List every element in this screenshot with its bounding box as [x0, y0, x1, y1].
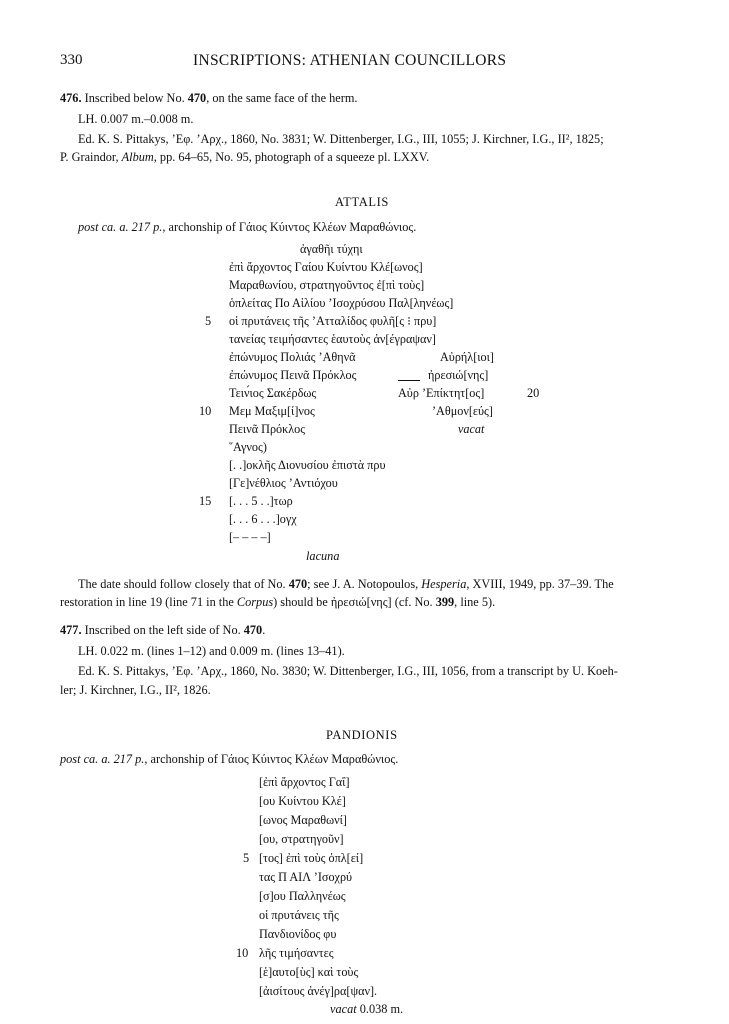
text: P. Graindor,	[60, 150, 122, 164]
inscription-line: [ωνος Μαραθωνί]	[259, 813, 347, 827]
tribe-heading: ATTALIS	[335, 195, 389, 209]
inscription-line: ἐπὶ ἄρχοντος Γαίου Κυίντου Κλέ[ωνος]	[229, 260, 423, 274]
lacuna-label: lacuna	[306, 549, 340, 563]
letter-height: LH. 0.022 m. (lines 1–12) and 0.009 m. (lines 13–41).	[78, 644, 345, 658]
line-number: 20	[527, 386, 540, 400]
ref: 399	[435, 595, 455, 609]
intro-text: , on the same face of the herm.	[206, 91, 358, 105]
inscription-line: λῆς τιμήσαντες	[259, 946, 334, 960]
intro-text: .	[262, 623, 266, 637]
line-number: 15	[199, 494, 212, 508]
date-text: , archonship of Γάιος Κύιντος Κλέων Μαραθώνιος.	[162, 220, 417, 234]
inscription-line: [Γε]νέθλιος ’Αντιόχου	[229, 476, 338, 490]
inscription-right-line: ’Αθμον[εύς]	[432, 404, 493, 418]
inscription-line: Μεμ Μαξιμ[ί]νος	[229, 404, 315, 418]
line-number: 5	[205, 314, 212, 328]
vacat: vacat	[330, 1002, 357, 1016]
date-text: , archonship of Γάιος Κύιντος Κλέων Μαραθώνιος.	[144, 752, 399, 766]
intro-text: Inscribed on the left side of No.	[81, 623, 244, 637]
commentary-line-1	[78, 578, 614, 590]
vacat-measure: 0.038 m.	[356, 1002, 404, 1016]
inscription-line: ἐπώνυμος Πολιάς ’Αθηνᾶ	[229, 350, 356, 364]
date-italic: post ca. a. 217 p.	[78, 220, 163, 234]
entry-477-intro	[60, 624, 265, 636]
inscription-line: [– – – –]	[229, 530, 271, 544]
running-title: INSCRIPTIONS: ATHENIAN COUNCILLORS	[193, 52, 507, 69]
inscription-right-line: ἠρεσιώ[νης]	[428, 368, 489, 382]
text: ) should be ἠρεσιώ[νης] (cf. No.	[273, 595, 436, 609]
blank-rule	[398, 380, 420, 381]
text: , line 5).	[454, 595, 496, 609]
inscription-line: ἀγαθῆι τύχηι	[300, 242, 363, 256]
inscription-line: ῞Αγνος)	[229, 440, 267, 454]
editions-line-1: Ed. K. S. Pittakys, ’Εφ. ’Αρχ., 1860, No. 3830; W. Dittenberger, I.G., III, 1056, from a transcript by U. Koeh-	[78, 664, 618, 678]
vacat-line	[330, 1003, 403, 1015]
inscription-line: [ἑ]αυτο[ὺς] καὶ τοὺς	[259, 965, 359, 979]
text: Hesperia	[421, 577, 467, 591]
inscription-line: [ου, στρατηγοῦν]	[259, 832, 344, 846]
text: restoration in line 19 (line 71 in the	[60, 595, 237, 609]
date-line	[78, 221, 416, 233]
text: ; see J. A. Notopoulos,	[307, 577, 422, 591]
inscription-line: [ἀισίτους ἀνέγ]ρα[ψαν].	[259, 984, 378, 998]
date-line	[60, 753, 398, 765]
inscription-line: [ου Κυίντου Κλέ]	[259, 794, 346, 808]
page-number: 330	[60, 52, 83, 68]
line-number: 10	[236, 946, 249, 960]
intro-text: Inscribed below No.	[81, 91, 188, 105]
editions-line-2	[60, 151, 429, 163]
inscription-right-line: Αὐρήλ[ιοι]	[440, 350, 494, 364]
inscription-line: Πεινᾶ Πρόκλος	[229, 422, 306, 436]
inscription-line: Πανδιονίδος φυ	[259, 927, 337, 941]
inscription-line: ὁπλείτας Πο Αἰλίου ’Ισοχρύσου Παλ[ληνέως]	[229, 296, 454, 310]
commentary-line-2	[60, 596, 495, 608]
editions-line-1: Ed. K. S. Pittakys, ’Εφ. ’Αρχ., 1860, No. 3831; W. Dittenberger, I.G., III, 1055; J. Kirchner, I.G., II², 1825;	[78, 132, 604, 146]
text: , XVIII, 1949, pp. 37–39. The	[466, 577, 614, 591]
date-italic: post ca. a. 217 p.	[60, 752, 145, 766]
inscription-line: [. .]οκλῆς Διονυσίου ἐπιστὰ πρυ	[229, 458, 386, 472]
inscription-line: οἱ πρυτάνεις τῆς	[259, 908, 339, 922]
inscription-line: [. . . 6 . . .]ογχ	[229, 512, 297, 526]
tribe-heading: PANDIONIS	[326, 728, 398, 742]
vacat: vacat	[458, 422, 485, 436]
entry-476-intro	[60, 92, 357, 104]
inscription-line: [σ]ου Παλληνέως	[259, 889, 346, 903]
text: Corpus	[236, 595, 274, 609]
text: , pp. 64–65, No. 95, photograph of a squeeze pl. LXXV.	[153, 150, 430, 164]
line-number: 5	[243, 851, 250, 865]
ref: 470	[243, 623, 263, 637]
inscription-line: [. . . 5 . .]τωρ	[229, 494, 293, 508]
inscription-right-line: Αὐρ ’Επίκτητ[ος]	[398, 386, 485, 400]
inscription-line: τανείας τειμήσαντες ἑαυτοὺς ἀν[έγραψαν]	[229, 332, 436, 346]
inscription-line: τας Π ΑΙΛ ’Ισοχρύ	[259, 870, 353, 884]
text: Album	[121, 150, 154, 164]
inscription-line: Τειν́ιος Σακέρδως	[229, 386, 317, 400]
editions-line-2: ler; J. Kirchner, I.G., II², 1826.	[60, 683, 211, 697]
inscription-line: οἱ πρυτάνεις τῆς ’Ατταλίδος φυλῆ[ς ⁝ πρυ]	[229, 314, 437, 328]
inscription-line: [τος] ἐπὶ τοὺς ὁπλ[εί]	[259, 851, 364, 865]
entry-number: 477.	[60, 623, 82, 637]
entry-number: 476.	[60, 91, 82, 105]
line-number: 10	[199, 404, 212, 418]
ref: 470	[288, 577, 308, 591]
text: The date should follow closely that of No.	[78, 577, 289, 591]
inscription-line: ἐπώνυμος Πεινᾶ Πρόκλος	[229, 368, 357, 382]
inscription-line: Μαραθωνίου, στρατηγοῦντος ἐ[πὶ τοὺς]	[229, 278, 425, 292]
ref: 470	[187, 91, 207, 105]
inscription-line: [ἐπὶ ἄρχοντος Γαΐ]	[259, 775, 350, 789]
letter-height: LH. 0.007 m.–0.008 m.	[78, 112, 194, 126]
